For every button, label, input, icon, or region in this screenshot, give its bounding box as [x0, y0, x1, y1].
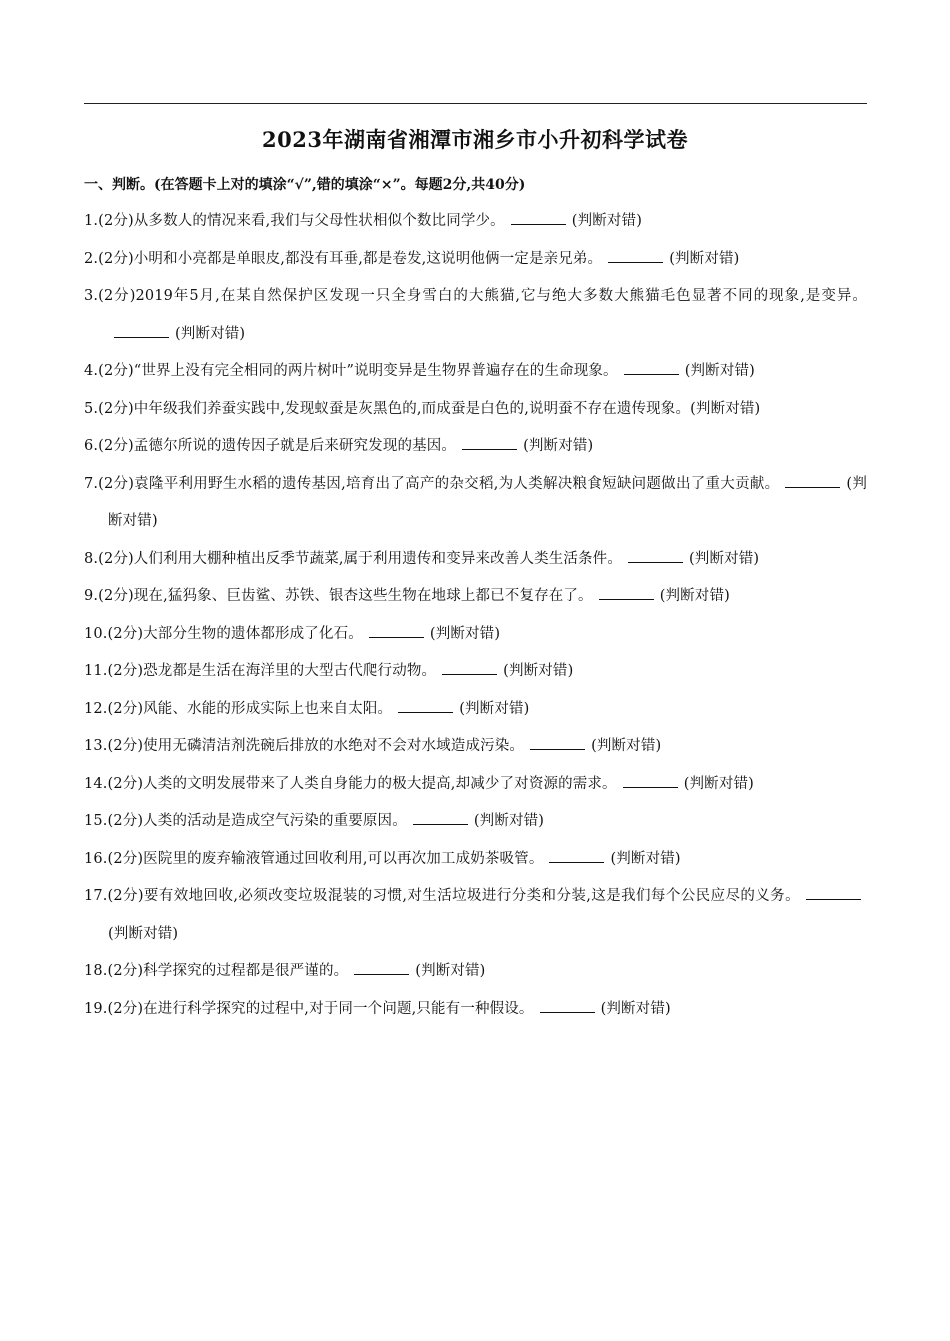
answer-blank[interactable]	[540, 1000, 595, 1013]
question-item	[84, 428, 867, 466]
answer-blank[interactable]	[511, 212, 566, 225]
question-item	[84, 766, 867, 804]
question-item	[84, 203, 867, 241]
question-item	[84, 691, 867, 729]
question-text: “世界上没有完全相同的两片树叶”说明变异是生物界普遍存在的生命现象。	[133, 363, 618, 379]
question-item	[84, 541, 867, 579]
question-text: 科学探究的过程都是很严谨的。	[143, 963, 349, 979]
judge-suffix: (判断对错)	[415, 963, 486, 979]
question-text: 人类的活动是造成空气污染的重要原因。	[143, 813, 407, 829]
question-number: 15.	[84, 813, 108, 829]
question-score: (2分)	[98, 550, 134, 567]
question-text: 风能、水能的形成实际上也来自太阳。	[143, 700, 393, 717]
question-number: 4.	[84, 363, 99, 379]
question-score: (2分)	[107, 625, 144, 642]
question-text: 人们利用大棚种植出反季节蔬菜,属于利用遗传和变异来改善人类生活条件。	[133, 550, 622, 567]
judge-suffix: (判断对错)	[610, 850, 681, 867]
section-heading: 一、判断。(在答题卡上对的填涂“√”,错的填涂“×”。每题2分,共40分)	[84, 177, 526, 193]
judge-suffix: (判断对错)	[571, 213, 643, 229]
question-number: 9.	[84, 588, 99, 604]
question-score: (2分)	[107, 1000, 144, 1017]
question-item	[84, 991, 867, 1029]
judge-suffix: (判断对错)	[473, 813, 545, 829]
answer-blank[interactable]	[608, 250, 663, 263]
question-item	[84, 578, 867, 616]
answer-blank[interactable]	[369, 625, 424, 638]
answer-blank[interactable]	[785, 475, 840, 488]
question-score: (2分)	[98, 213, 134, 229]
question-number: 18.	[84, 963, 108, 979]
question-score: (2分)	[98, 588, 134, 604]
question-text: 现在,猛犸象、巨齿鲨、苏铁、银杏这些生物在地球上都已不复存在了。	[133, 588, 593, 604]
question-text: 在进行科学探究的过程中,对于同一个问题,只能有一种假设。	[143, 1000, 534, 1017]
question-score: (2分)	[107, 663, 144, 679]
page-title: 2023年湖南省湘潭市湘乡市小升初科学试卷	[262, 127, 688, 152]
judge-suffix: (判断对错)	[429, 625, 501, 642]
question-text: 恐龙都是生活在海洋里的大型古代爬行动物。	[143, 663, 437, 679]
question-number: 16.	[84, 850, 108, 867]
answer-blank[interactable]	[114, 325, 169, 338]
question-number: 19.	[84, 1000, 108, 1017]
answer-blank[interactable]	[413, 812, 468, 825]
question-score: (2分)	[107, 888, 144, 904]
judge-suffix: (判断对错)	[689, 550, 760, 567]
question-text: 人类的文明发展带来了人类自身能力的极大提高,却减少了对资源的需求。	[143, 775, 617, 792]
question-score: (2分)	[107, 813, 144, 829]
question-score: (2分)	[98, 475, 135, 492]
question-number: 3.	[84, 288, 99, 304]
question-item	[84, 878, 867, 953]
judge-suffix: (判断对错)	[503, 663, 574, 679]
question-text: 要有效地回收,必须改变垃圾混装的习惯,对生活垃圾进行分类和分装,这是我们每个公民应尽的义务。	[143, 888, 800, 904]
question-item	[84, 616, 867, 654]
question-item	[84, 953, 867, 991]
judge-suffix: (判断对错)	[108, 475, 868, 529]
question-number: 11.	[84, 663, 108, 679]
judge-suffix: (判断对错)	[591, 738, 662, 754]
question-text: 2019年5月,在某自然保护区发现一只全身雪白的大熊猫,它与绝大多数大熊猫毛色显著不同的现象,是变异。	[135, 288, 867, 304]
question-item	[84, 391, 867, 429]
question-item	[84, 353, 867, 391]
question-text: 从多数人的情况来看,我们与父母性状相似个数比同学少。	[133, 213, 505, 229]
judge-suffix: (判断对错)	[459, 700, 530, 717]
question-item	[84, 728, 867, 766]
question-score: (2分)	[107, 700, 144, 717]
answer-blank[interactable]	[530, 737, 585, 750]
question-list	[84, 203, 867, 1028]
answer-blank[interactable]	[628, 550, 683, 563]
question-number: 7.	[84, 475, 99, 492]
question-number: 2.	[84, 250, 99, 267]
question-number: 10.	[84, 625, 108, 642]
question-item	[84, 803, 867, 841]
answer-blank[interactable]	[549, 850, 604, 863]
question-score: (2分)	[98, 363, 134, 379]
question-score: (2分)	[98, 250, 134, 267]
answer-blank[interactable]	[806, 887, 861, 900]
question-item	[84, 466, 867, 541]
judge-suffix: (判断对错)	[690, 400, 761, 417]
question-item	[84, 841, 867, 879]
question-text: 大部分生物的遗体都形成了化石。	[143, 625, 363, 642]
answer-blank[interactable]	[624, 362, 679, 375]
judge-suffix: (判断对错)	[523, 438, 594, 454]
judge-suffix: (判断对错)	[175, 325, 246, 342]
question-number: 17.	[84, 888, 108, 904]
answer-blank[interactable]	[623, 775, 678, 788]
question-number: 5.	[84, 400, 99, 417]
question-score: (2分)	[107, 850, 144, 867]
answer-blank[interactable]	[398, 700, 453, 713]
question-number: 1.	[84, 213, 99, 229]
answer-blank[interactable]	[442, 662, 497, 675]
question-score: (2分)	[107, 738, 144, 754]
question-score: (2分)	[107, 775, 144, 792]
question-number: 13.	[84, 738, 108, 754]
question-text: 孟德尔所说的遗传因子就是后来研究发现的基因。	[133, 438, 457, 454]
question-number: 8.	[84, 550, 99, 567]
question-item	[84, 653, 867, 691]
judge-suffix: (判断对错)	[684, 363, 755, 379]
answer-blank[interactable]	[462, 437, 517, 450]
judge-suffix: (判断对错)	[600, 1000, 671, 1017]
question-score: (2分)	[98, 400, 134, 417]
judge-suffix: (判断对错)	[108, 925, 179, 942]
question-text: 使用无磷清洁剂洗碗后排放的水绝对不会对水域造成污染。	[143, 738, 525, 754]
question-text: 医院里的废弃输液管通过回收利用,可以再次加工成奶茶吸管。	[143, 850, 544, 867]
judge-suffix: (判断对错)	[683, 775, 754, 792]
question-item	[84, 241, 867, 279]
question-number: 6.	[84, 438, 99, 454]
header-rule	[84, 103, 867, 104]
answer-blank[interactable]	[599, 587, 654, 600]
question-text: 小明和小亮都是单眼皮,都没有耳垂,都是卷发,这说明他俩一定是亲兄弟。	[133, 250, 603, 267]
question-number: 12.	[84, 700, 108, 717]
question-text: 中年级我们养蚕实践中,发现蚁蚕是灰黑色的,而成蚕是白色的,说明蚕不存在遗传现象。	[133, 400, 691, 417]
question-score: (2分)	[98, 288, 136, 304]
judge-suffix: (判断对错)	[659, 588, 730, 604]
question-score: (2分)	[98, 438, 134, 454]
question-number: 14.	[84, 775, 108, 792]
question-score: (2分)	[107, 963, 144, 979]
question-item	[84, 278, 867, 353]
answer-blank[interactable]	[354, 962, 409, 975]
judge-suffix: (判断对错)	[669, 250, 740, 267]
question-text: 袁隆平利用野生水稻的遗传基因,培育出了高产的杂交稻,为人类解决粮食短缺问题做出了重大贡献。	[134, 475, 780, 492]
